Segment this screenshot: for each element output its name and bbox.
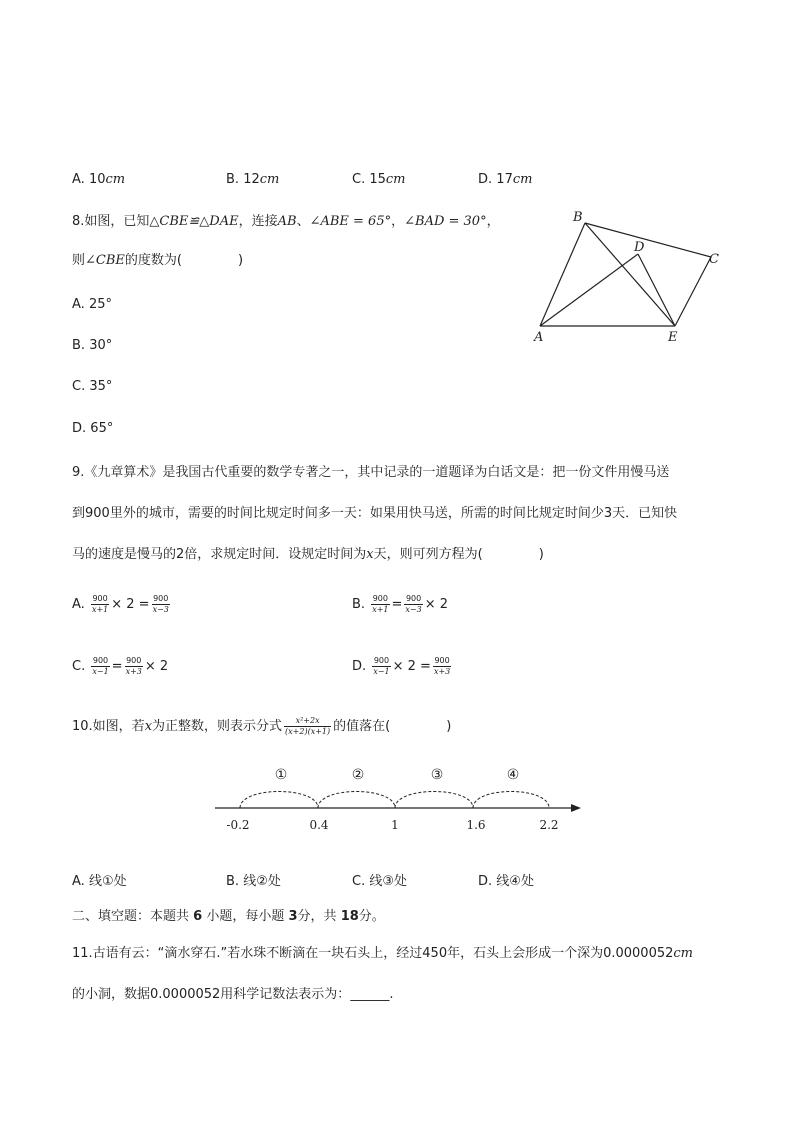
section-heading: 二、填空题：本题共 6 小题，每小题 3分，共 18分。 <box>72 909 385 924</box>
tick-label: 1.6 <box>466 818 486 832</box>
q9-option-d: D. $\frac{900}{x-1}$ × 2 = $\frac{900}{x+3}$ <box>352 656 451 676</box>
q10-option-c: C. 线③处 <box>352 874 408 889</box>
q7-option-a: A. 10cm <box>72 172 126 187</box>
q10-option-d: D. 线④处 <box>478 874 534 889</box>
segment-label-4: ④ <box>506 767 520 783</box>
q8-option-d: D. 65° <box>72 421 114 436</box>
q10-stem: 10.如图，若x为正整数，则表示分式 $\frac{\text{x²+2x}}{(x+2)(x+1)}$ 的值落在( ) <box>72 716 452 736</box>
q8-option-c: C. 35° <box>72 379 113 394</box>
q11-stem-line1: 11.古语有云：“滴水穿石.”若水珠不断滴在一块石头上，经过450年，石头上会形成一个深为0.0000052cm <box>72 946 693 961</box>
segment-label-3: ③ <box>430 767 444 783</box>
label-b: B <box>573 210 583 225</box>
tick-label: 1 <box>391 818 399 832</box>
q11-stem-line2: 的小洞，数据0.0000052用科学记数法表示为：______. <box>72 987 394 1002</box>
segment-label-1: ① <box>274 767 288 783</box>
q10-number-line <box>205 760 590 838</box>
label-c: C <box>709 252 719 267</box>
tick-label: 0.4 <box>309 818 329 832</box>
label-a: A <box>534 330 544 345</box>
edge-ad <box>540 254 638 326</box>
tick-label: 2.2 <box>539 818 559 832</box>
q7-option-d: D. 17cm <box>478 172 533 187</box>
q9-option-a: A. $\frac{900}{x+1}$ × 2 = $\frac{900}{x-3}$ <box>72 594 169 614</box>
label-d: D <box>634 240 645 255</box>
q9-option-c: C. $\frac{900}{x-1}$ = $\frac{900}{x+3}$ × 2 <box>72 656 169 676</box>
segment-arc-1 <box>240 792 318 809</box>
answer-blank[interactable]: ______ <box>350 987 390 1002</box>
q8-stem-line1: 8.如图，已知△CBE≌△DAE，连接AB、∠ABE = 65°，∠BAD = 30°， <box>72 214 500 229</box>
axis-arrow <box>571 804 581 812</box>
edge-bc <box>585 223 711 257</box>
q7-option-c: C. 15cm <box>352 172 406 187</box>
edge-ab <box>540 223 585 326</box>
q10-option-a: A. 线①处 <box>72 874 127 889</box>
q10-option-b: B. 线②处 <box>226 874 281 889</box>
segment-arc-3 <box>395 792 473 809</box>
tick-label: -0.2 <box>226 818 250 832</box>
segment-arc-4 <box>473 792 549 809</box>
edge-ce <box>675 257 711 326</box>
q8-stem-line2: 则∠CBE的度数为( ) <box>72 253 244 268</box>
segment-arc-2 <box>318 792 395 809</box>
q7-option-b: B. 12cm <box>226 172 280 187</box>
q9-stem-line1: 9.《九章算术》是我国古代重要的数学专著之一，其中记录的一道题译为白话文是：把一份文件用慢马送 <box>72 465 670 480</box>
q9-option-b: B. $\frac{900}{x+1}$ = $\frac{900}{x-3}$ × 2 <box>352 594 449 614</box>
q9-stem-line3: 马的速度是慢马的2倍，求规定时间．设规定时间为x天，则可列方程为( ) <box>72 547 544 562</box>
q9-stem-line2: 到900里外的城市，需要的时间比规定时间多一天：如果用快马送，所需的时间比规定时间少3天．已知快 <box>72 506 678 521</box>
label-e: E <box>668 330 678 345</box>
q8-geometry-figure <box>525 205 730 345</box>
q8-option-b: B. 30° <box>72 338 113 353</box>
segment-label-2: ② <box>351 767 365 783</box>
q8-option-a: A. 25° <box>72 297 112 312</box>
edge-be <box>585 223 675 326</box>
